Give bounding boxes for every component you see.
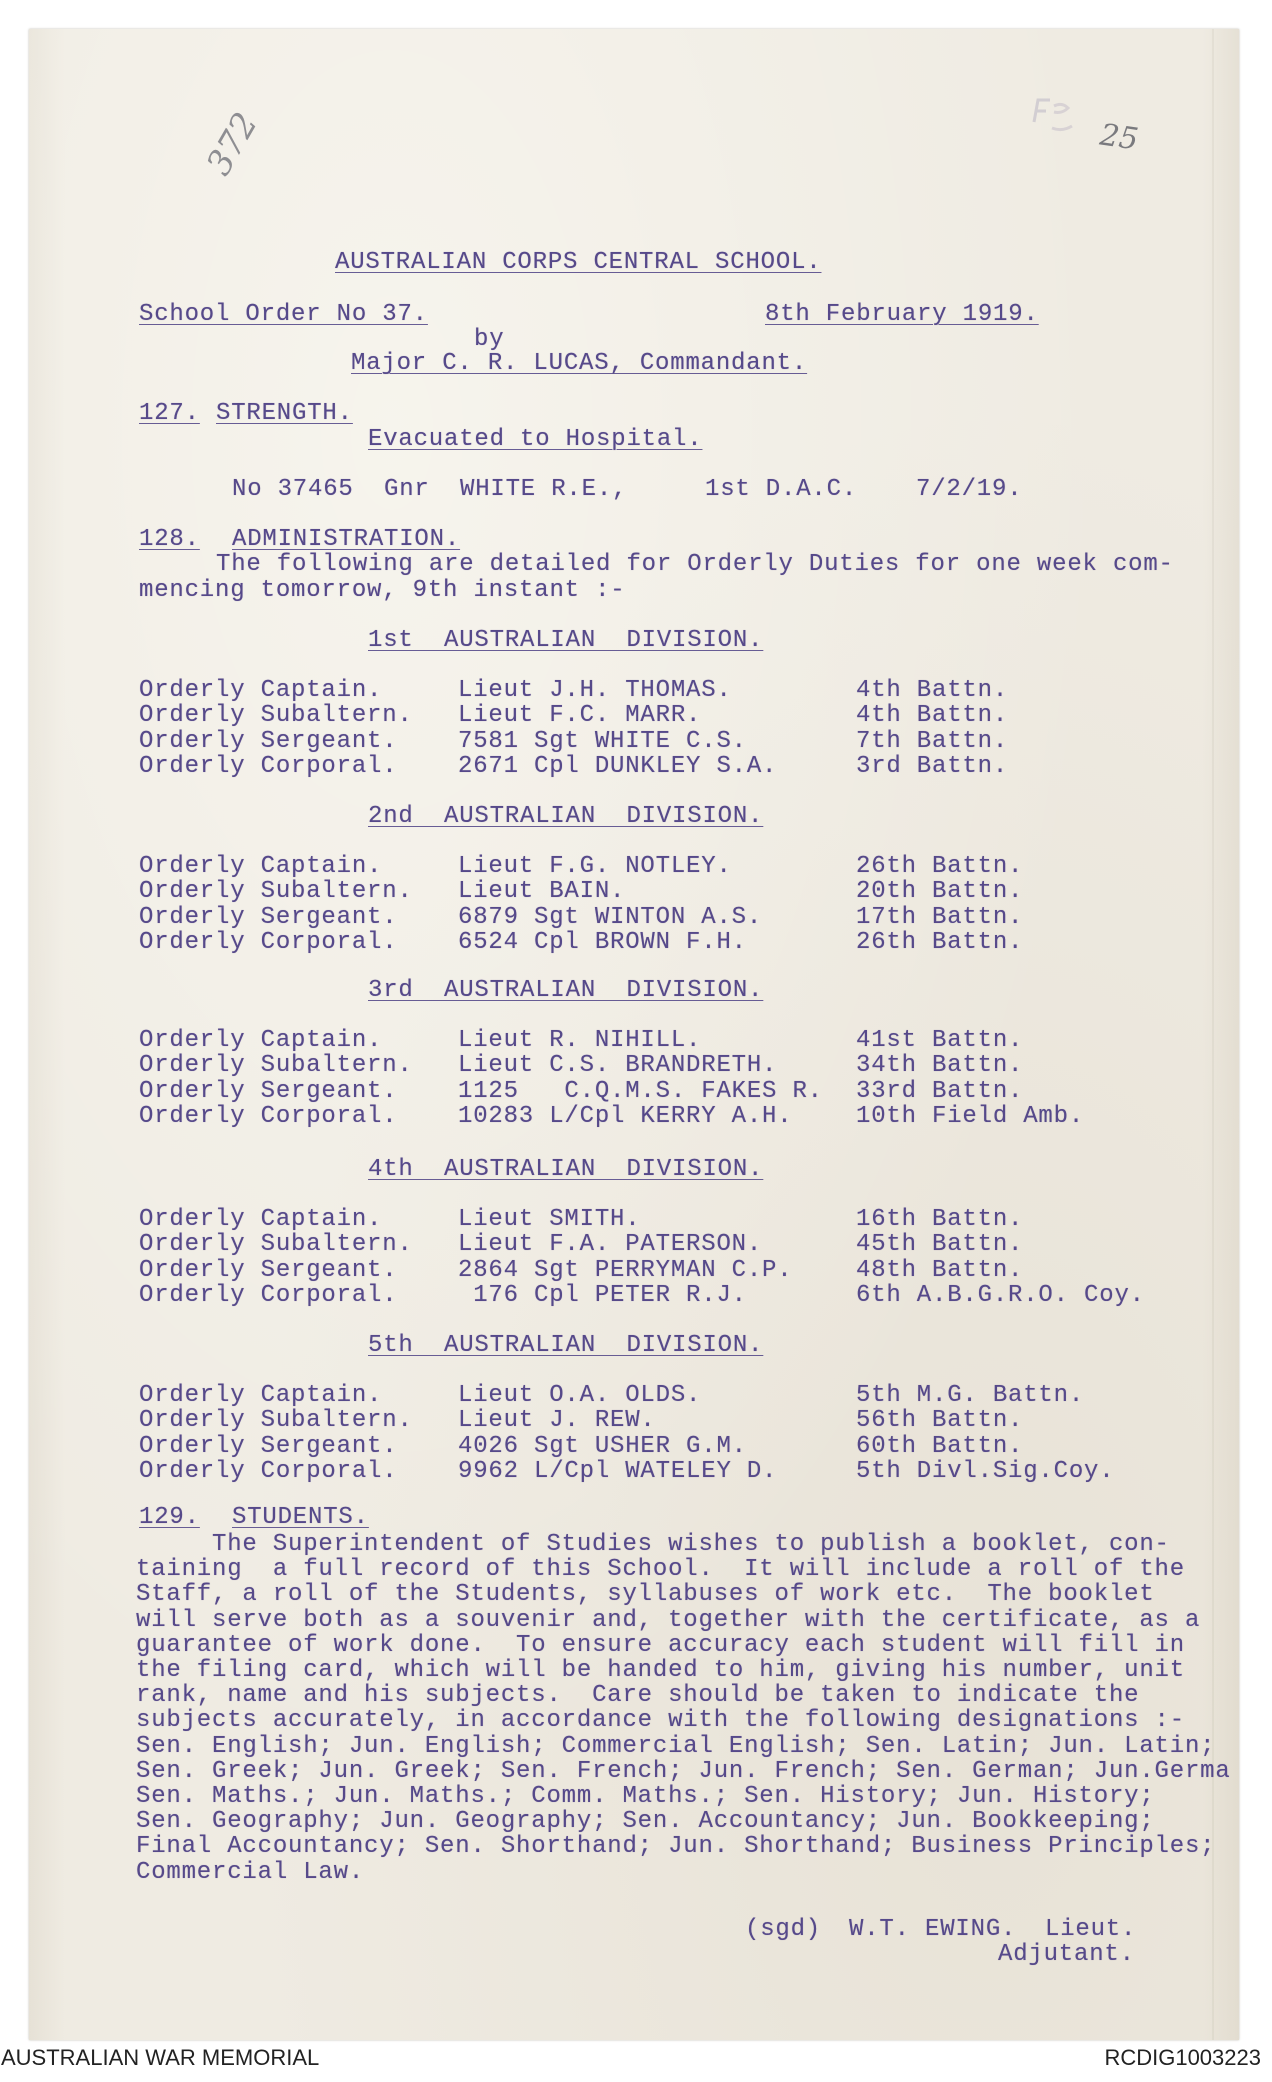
students-paragraph-line: the filing card, which will be handed to him, giving his number, unit bbox=[136, 1657, 1185, 1684]
rank: Gnr bbox=[384, 476, 430, 503]
orderly-duty: Orderly Corporal. bbox=[139, 1458, 398, 1485]
page-number-handwritten: 25 bbox=[1097, 117, 1141, 158]
orderly-name: 10283 L/Cpl KERRY A.H. bbox=[458, 1103, 793, 1130]
orderly-unit: 60th Battn. bbox=[856, 1433, 1024, 1460]
orderly-duty: Orderly Subaltern. bbox=[139, 1052, 413, 1079]
orderly-duty-row bbox=[0, 1408, 1272, 1433]
orderly-duty: Orderly Sergeant. bbox=[139, 1078, 398, 1105]
section-heading-strength: STRENGTH. bbox=[216, 400, 353, 427]
orderly-name: 4026 Sgt USHER G.M. bbox=[458, 1433, 747, 1460]
students-paragraph-line: will serve both as a souvenir and, together with the certificate, as a bbox=[136, 1606, 1201, 1634]
orderly-unit: 16th Battn. bbox=[856, 1206, 1024, 1233]
section-number-127: 127. bbox=[139, 400, 200, 427]
archive-source-label: AUSTRALIAN WAR MEMORIAL bbox=[1, 2045, 320, 2070]
orderly-unit: 26th Battn. bbox=[856, 929, 1024, 956]
students-paragraph-line: Staff, a roll of the Students, syllabuses of work etc. The booklet bbox=[136, 1581, 1155, 1609]
orderly-duty: Orderly Captain. bbox=[139, 853, 383, 880]
division-heading: 5th AUSTRALIAN DIVISION. bbox=[368, 1332, 764, 1359]
orderly-name: Lieut SMITH. bbox=[458, 1206, 641, 1233]
commandant-signatory: Major C. R. LUCAS, Commandant. bbox=[351, 350, 808, 377]
orderly-duty-row bbox=[0, 1459, 1272, 1484]
orderly-duty: Orderly Corporal. bbox=[139, 1282, 398, 1309]
orderly-duty: Orderly Corporal. bbox=[139, 1103, 398, 1130]
orderly-name: Lieut C.S. BRANDRETH. bbox=[458, 1052, 778, 1079]
orderly-unit: 45th Battn. bbox=[856, 1231, 1024, 1258]
orderly-name: 6524 Cpl BROWN F.H. bbox=[458, 929, 747, 956]
orderly-duty: Orderly Subaltern. bbox=[139, 1407, 413, 1434]
orderly-duty-row bbox=[0, 1383, 1272, 1408]
service-number: No 37465 bbox=[232, 476, 354, 503]
orderly-duty: Orderly Sergeant. bbox=[139, 728, 398, 755]
orderly-duty: Orderly Corporal. bbox=[139, 929, 398, 956]
adjutant-name: W.T. EWING. bbox=[849, 1916, 1017, 1943]
orderly-name: Lieut R. NIHILL. bbox=[458, 1027, 702, 1054]
orderly-duty: Orderly Subaltern. bbox=[139, 702, 413, 729]
orderly-duty-row bbox=[0, 678, 1272, 703]
orderly-unit: 26th Battn. bbox=[856, 853, 1024, 880]
students-paragraph-line: The Superintendent of Studies wishes to publish a booklet, con- bbox=[212, 1531, 1170, 1558]
division-heading: 4th AUSTRALIAN DIVISION. bbox=[368, 1156, 764, 1183]
orderly-duty: Orderly Corporal. bbox=[139, 753, 398, 780]
orderly-unit: 4th Battn. bbox=[856, 677, 1009, 704]
division-heading: 3rd AUSTRALIAN DIVISION. bbox=[368, 977, 764, 1004]
order-date: 8th February 1919. bbox=[765, 301, 1039, 328]
orderly-duty: Orderly Subaltern. bbox=[139, 1231, 413, 1258]
orderly-duty: Orderly Sergeant. bbox=[139, 1433, 398, 1460]
orderly-duty-row bbox=[0, 1028, 1272, 1053]
students-paragraph-line: Final Accountancy; Sen. Shorthand; Jun. Shorthand; Business Principles; bbox=[136, 1833, 1216, 1861]
orderly-duty-row bbox=[0, 1434, 1272, 1459]
students-paragraph-line: Sen. Greek; Jun. Greek; Sen. French; Jun. French; Sen. German; Jun.Germa bbox=[136, 1757, 1231, 1785]
orderly-unit: 48th Battn. bbox=[856, 1257, 1024, 1284]
orderly-duty: Orderly Subaltern. bbox=[139, 878, 413, 905]
school-order-number: School Order No 37. bbox=[139, 301, 428, 328]
orderly-name: 7581 Sgt WHITE C.S. bbox=[458, 728, 747, 755]
administration-intro-line: The following are detailed for Orderly Duties for one week com- bbox=[216, 551, 1174, 578]
adjutant-rank: Lieut. bbox=[1045, 1916, 1137, 1943]
section-heading-administration: ADMINISTRATION. bbox=[232, 526, 461, 553]
section-number-128: 128. bbox=[139, 526, 200, 553]
orderly-unit: 20th Battn. bbox=[856, 878, 1024, 905]
orderly-name: 2671 Cpl DUNKLEY S.A. bbox=[458, 753, 778, 780]
orderly-name: 1125 C.Q.M.S. FAKES R. bbox=[458, 1078, 823, 1105]
orderly-name: Lieut F.G. NOTLEY. bbox=[458, 853, 732, 880]
evacuation-date: 7/2/19. bbox=[916, 476, 1023, 503]
orderly-duty-row bbox=[0, 1079, 1272, 1104]
orderly-unit: 3rd Battn. bbox=[856, 753, 1009, 780]
orderly-duty: Orderly Captain. bbox=[139, 677, 383, 704]
orderly-unit: 4th Battn. bbox=[856, 702, 1009, 729]
document-title: AUSTRALIAN CORPS CENTRAL SCHOOL. bbox=[335, 249, 822, 276]
orderly-unit: 6th A.B.G.R.O. Coy. bbox=[856, 1282, 1145, 1309]
students-paragraph-line: Sen. Maths.; Jun. Maths.; Comm. Maths.; Sen. History; Jun. History; bbox=[136, 1783, 1155, 1810]
orderly-name: 2864 Sgt PERRYMAN C.P. bbox=[458, 1257, 793, 1284]
orderly-duty-row bbox=[0, 1232, 1272, 1257]
orderly-duty-row bbox=[0, 854, 1272, 879]
folio-number-handwritten: 372 bbox=[198, 105, 267, 183]
students-paragraph-line: Sen. Geography; Jun. Geography; Sen. Accountancy; Jun. Bookkeeping; bbox=[136, 1808, 1155, 1836]
students-paragraph-line: guarantee of work done. To ensure accuracy each student will fill in bbox=[136, 1631, 1185, 1659]
orderly-name: Lieut F.C. MARR. bbox=[458, 702, 702, 729]
orderly-duty-row bbox=[0, 1207, 1272, 1232]
orderly-name: Lieut F.A. PATERSON. bbox=[458, 1231, 763, 1258]
orderly-name: 9962 L/Cpl WATELEY D. bbox=[458, 1458, 778, 1485]
orderly-unit: 41st Battn. bbox=[856, 1027, 1024, 1054]
adjutant-title: Adjutant. bbox=[998, 1941, 1135, 1968]
orderly-unit: 17th Battn. bbox=[856, 904, 1024, 931]
orderly-duty: Orderly Sergeant. bbox=[139, 904, 398, 931]
faint-stamp-mark bbox=[1028, 92, 1080, 142]
students-paragraph-line: Sen. English; Jun. English; Commercial English; Sen. Latin; Jun. Latin; bbox=[136, 1732, 1216, 1760]
orderly-duty-row bbox=[0, 1053, 1272, 1078]
orderly-unit: 56th Battn. bbox=[856, 1407, 1024, 1434]
orderly-name: Lieut BAIN. bbox=[458, 878, 626, 905]
orderly-name: Lieut J.H. THOMAS. bbox=[458, 677, 732, 704]
orderly-duty-row bbox=[0, 729, 1272, 754]
division-heading: 1st AUSTRALIAN DIVISION. bbox=[368, 627, 764, 654]
orderly-unit: 34th Battn. bbox=[856, 1052, 1024, 1079]
orderly-duty-row bbox=[0, 1283, 1272, 1308]
archive-id-label: RCDIG1003223 bbox=[1104, 2045, 1261, 2070]
orderly-unit: 10th Field Amb. bbox=[856, 1103, 1085, 1130]
orderly-duty: Orderly Sergeant. bbox=[139, 1257, 398, 1284]
orderly-duty-row bbox=[0, 930, 1272, 955]
soldier-unit: 1st D.A.C. bbox=[705, 476, 858, 503]
orderly-duty: Orderly Captain. bbox=[139, 1027, 383, 1054]
section-number-129: 129. bbox=[139, 1504, 200, 1531]
section-heading-students: STUDENTS. bbox=[232, 1504, 369, 1531]
students-paragraph-line: taining a full record of this School. It will include a roll of the bbox=[136, 1556, 1185, 1584]
soldier-name: WHITE R.E., bbox=[460, 476, 628, 503]
orderly-unit: 33rd Battn. bbox=[856, 1078, 1024, 1105]
orderly-unit: 7th Battn. bbox=[856, 728, 1009, 755]
orderly-unit: 5th M.G. Battn. bbox=[856, 1382, 1085, 1409]
signed-mark: (sgd) bbox=[745, 1916, 822, 1943]
orderly-duty-row bbox=[0, 879, 1272, 904]
division-heading: 2nd AUSTRALIAN DIVISION. bbox=[368, 803, 764, 830]
orderly-duty: Orderly Captain. bbox=[139, 1382, 383, 1409]
orderly-unit: 5th Divl.Sig.Coy. bbox=[856, 1458, 1115, 1485]
subheading-evacuated: Evacuated to Hospital. bbox=[368, 426, 703, 453]
orderly-name: Lieut O.A. OLDS. bbox=[458, 1382, 702, 1409]
students-paragraph-line: Commercial Law. bbox=[136, 1858, 365, 1886]
orderly-duty-row bbox=[0, 754, 1272, 779]
orderly-duty-row bbox=[0, 703, 1272, 728]
orderly-name: 176 Cpl PETER R.J. bbox=[458, 1282, 747, 1309]
orderly-name: 6879 Sgt WINTON A.S. bbox=[458, 904, 763, 931]
evacuation-entry bbox=[0, 477, 1272, 502]
orderly-name: Lieut J. REW. bbox=[458, 1407, 656, 1434]
by-label: by bbox=[474, 326, 505, 353]
orderly-duty-row bbox=[0, 905, 1272, 930]
students-paragraph-line: subjects accurately, in accordance with the following designations :- bbox=[136, 1707, 1185, 1735]
orderly-duty: Orderly Captain. bbox=[139, 1206, 383, 1233]
students-paragraph-line: rank, name and his subjects. Care should be taken to indicate the bbox=[136, 1682, 1140, 1710]
orderly-duty-row bbox=[0, 1104, 1272, 1129]
orderly-duty-row bbox=[0, 1258, 1272, 1283]
administration-intro-line: mencing tomorrow, 9th instant :- bbox=[139, 577, 626, 604]
